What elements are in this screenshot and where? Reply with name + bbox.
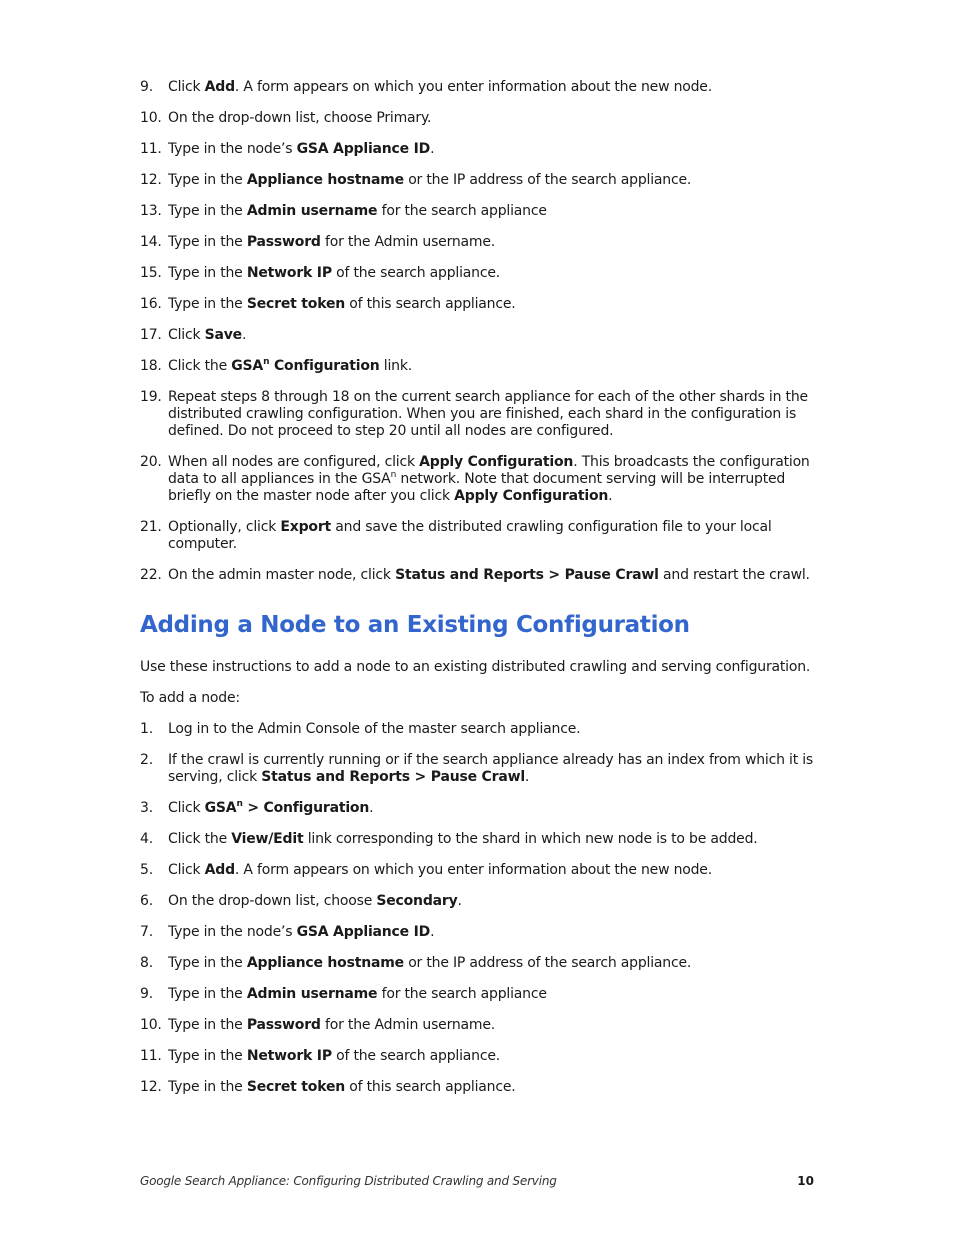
step-text: Type in the: [168, 955, 247, 971]
step-ui-term: Appliance hostname: [246, 172, 404, 188]
step-text: Click: [168, 800, 205, 816]
step-ui-term: Save: [204, 327, 242, 343]
step-text: Type in the: [168, 986, 247, 1002]
step-text: .: [369, 800, 374, 816]
step-number: 5.: [140, 862, 153, 878]
list-item: [140, 893, 815, 910]
step-number: 20.: [140, 454, 162, 470]
step-ui-term: Appliance hostname: [246, 955, 404, 971]
step-ui-term: Apply Configuration: [419, 454, 574, 470]
footer-document-title: Google Search Appliance: Configuring Distributed Crawling and Serving: [140, 1174, 557, 1188]
step-text: of the search appliance.: [331, 265, 500, 281]
step-number: 9.: [140, 79, 153, 95]
step-ui-term: Network IP: [246, 1048, 332, 1064]
step-text: or the IP address of the search appliance.: [403, 955, 692, 971]
step-ui-term: Status and Reports > Pause Crawl: [261, 769, 525, 785]
step-ui-term: Add: [204, 862, 235, 878]
step-text: of this search appliance.: [345, 296, 516, 312]
list-item: [140, 752, 815, 786]
steps-list-continued: [140, 79, 815, 598]
step-text: Type in the: [168, 203, 247, 219]
step-ui-term: Secret token: [246, 296, 346, 312]
step-ui-term: Admin username: [246, 986, 378, 1002]
step-number: 16.: [140, 296, 162, 312]
step-number: 11.: [140, 141, 162, 157]
step-number: 11.: [140, 1048, 162, 1064]
step-number: 14.: [140, 234, 162, 250]
step-text: and save the distributed crawling configuration file to your local computer.: [168, 519, 772, 552]
step-text: for the search appliance: [377, 986, 547, 1002]
step-number: 6.: [140, 893, 153, 909]
step-text: .: [524, 769, 530, 785]
step-number: 13.: [140, 203, 162, 219]
step-text: On the admin master node, click: [168, 567, 396, 583]
step-text: and restart the crawl.: [658, 567, 810, 583]
step-ui-term: View/Edit: [231, 831, 304, 847]
list-item: [140, 924, 815, 941]
step-ui-term: Export: [280, 519, 332, 535]
step-number: 10.: [140, 110, 162, 126]
step-number: 18.: [140, 358, 162, 374]
step-ui-term: Secondary: [376, 893, 458, 909]
step-text: for the Admin username.: [320, 234, 496, 250]
step-number: 15.: [140, 265, 162, 281]
step-ui-term: Network IP: [246, 265, 332, 281]
step-text: . A form appears on which you enter information about the new node.: [234, 79, 712, 95]
step-ui-term: Apply Configuration: [454, 488, 609, 504]
step-text: Click: [168, 327, 205, 343]
step-text: link.: [379, 358, 412, 374]
step-text: .: [241, 327, 247, 343]
step-number: 12.: [140, 1079, 162, 1095]
list-item: [140, 1079, 815, 1096]
step-number: 1.: [140, 721, 153, 737]
list-item: [140, 203, 815, 220]
step-text: .: [430, 141, 435, 157]
superscript: n: [236, 799, 243, 809]
step-ui-term: Admin username: [246, 203, 378, 219]
list-item: [140, 1048, 815, 1065]
step-ui-term: GSA Appliance ID: [296, 924, 431, 940]
step-text: . A form appears on which you enter information about the new node.: [234, 862, 712, 878]
step-text: network. Note that document serving will be interrupted briefly on the master node after you click: [168, 471, 786, 504]
step-text: Repeat steps 8 through 18 on the current search appliance for each of the other shards in the distributed crawling configuration. When you are finished, each shard in the configuration is defined. Do not proceed to step 20 until all nodes are configured.: [168, 389, 808, 439]
footer-page-number: 10: [797, 1174, 814, 1188]
step-number: 8.: [140, 955, 153, 971]
step-text: On the drop-down list, choose: [168, 893, 377, 909]
list-item: [140, 721, 815, 738]
list-item: [140, 454, 815, 505]
step-text: Type in the: [168, 296, 247, 312]
step-number: 7.: [140, 924, 153, 940]
procedure-lead-in: To add a node:: [140, 690, 240, 706]
step-ui-term: Password: [246, 1017, 321, 1033]
step-text: Click: [168, 862, 205, 878]
list-item: [140, 265, 815, 282]
list-item: [140, 141, 815, 158]
step-text: Click the: [168, 358, 232, 374]
step-text: When all nodes are configured, click: [168, 454, 420, 470]
step-number: 2.: [140, 752, 153, 768]
list-item: [140, 79, 815, 96]
step-text: If the crawl is currently running or if the search appliance already has an index from which it is serving, click: [168, 752, 814, 785]
step-text: Type in the node’s: [168, 924, 297, 940]
list-item: [140, 862, 815, 879]
superscript: n: [390, 470, 397, 480]
step-text: Type in the: [168, 1017, 247, 1033]
step-ui-term: Password: [246, 234, 321, 250]
step-text: Click: [168, 79, 205, 95]
step-text: for the search appliance: [377, 203, 547, 219]
step-ui-term: Secret token: [246, 1079, 346, 1095]
step-text: of this search appliance.: [345, 1079, 516, 1095]
list-item: [140, 567, 815, 584]
step-text: . This broadcasts the configuration data to all appliances in the GSA: [168, 454, 810, 487]
step-ui-term: GSA: [231, 358, 264, 374]
section-intro: Use these instructions to add a node to an existing distributed crawling and serving configuration.: [140, 659, 811, 675]
list-item: [140, 1017, 815, 1034]
step-text: Click the: [168, 831, 232, 847]
step-text: Optionally, click: [168, 519, 281, 535]
step-text: Type in the: [168, 234, 247, 250]
step-ui-term: Add: [204, 79, 235, 95]
step-ui-term: Status and Reports > Pause Crawl: [395, 567, 659, 583]
step-text: of the search appliance.: [331, 1048, 500, 1064]
step-text: Type in the: [168, 1048, 247, 1064]
step-text: On the drop-down list, choose Primary.: [168, 110, 432, 126]
list-item: [140, 955, 815, 972]
superscript: n: [263, 357, 270, 367]
step-text: .: [457, 893, 462, 909]
list-item: [140, 110, 815, 127]
step-number: 4.: [140, 831, 153, 847]
step-number: 17.: [140, 327, 162, 343]
step-ui-term: GSA Appliance ID: [296, 141, 431, 157]
list-item: [140, 831, 815, 848]
list-item: [140, 327, 815, 344]
step-text: Type in the: [168, 265, 247, 281]
step-text: link corresponding to the shard in which new node is to be added.: [303, 831, 758, 847]
step-text: .: [608, 488, 613, 504]
steps-list-add-node: [140, 721, 815, 1110]
list-item: [140, 986, 815, 1003]
step-number: 22.: [140, 567, 162, 583]
step-number: 12.: [140, 172, 162, 188]
step-text: .: [430, 924, 435, 940]
list-item: [140, 296, 815, 313]
step-text: or the IP address of the search appliance.: [403, 172, 692, 188]
section-heading: Adding a Node to an Existing Configuration: [140, 612, 690, 638]
step-text: Log in to the Admin Console of the master search appliance.: [168, 721, 581, 737]
step-text: Type in the: [168, 172, 247, 188]
list-item: [140, 389, 815, 440]
list-item: [140, 358, 815, 375]
step-ui-term: GSA: [204, 800, 237, 816]
step-number: 21.: [140, 519, 162, 535]
step-text: for the Admin username.: [320, 1017, 496, 1033]
step-ui-term: Configuration: [269, 358, 380, 374]
list-item: [140, 172, 815, 189]
step-number: 9.: [140, 986, 153, 1002]
list-item: [140, 800, 815, 817]
step-text: Type in the node’s: [168, 141, 297, 157]
step-ui-term: > Configuration: [242, 800, 370, 816]
list-item: [140, 519, 815, 553]
step-number: 19.: [140, 389, 162, 405]
list-item: [140, 234, 815, 251]
step-text: Type in the: [168, 1079, 247, 1095]
step-number: 3.: [140, 800, 153, 816]
step-number: 10.: [140, 1017, 162, 1033]
